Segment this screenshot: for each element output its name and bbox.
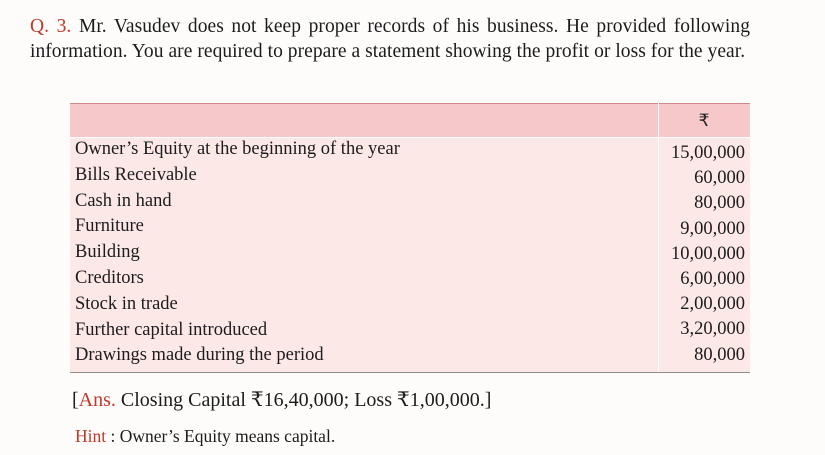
hint-label: Hint [75, 426, 107, 446]
table-row-label: Furniture [75, 216, 144, 237]
table-row-amount: 9,00,000 [680, 218, 745, 239]
table-row-amount: 6,00,000 [680, 268, 745, 289]
table-row-amount: 10,00,000 [671, 243, 745, 264]
table-row-amount: 60,000 [694, 168, 745, 189]
table-item-labels [75, 137, 645, 369]
question-text: Mr. Vasudev does not keep proper records of his business. He provided following information. You are required to prepare a statement showing the profit or loss for the year. [30, 16, 750, 62]
table-row-label: Further capital introduced [75, 319, 268, 340]
table-row-label: Building [75, 242, 140, 263]
hint-line [75, 426, 335, 447]
hint-text: : Owner’s Equity means capital. [110, 426, 336, 446]
table-row-label: Creditors [75, 267, 144, 288]
table-row-amount: 15,00,000 [671, 143, 745, 163]
question-paragraph [30, 14, 750, 64]
answer-text: Closing Capital ₹16,40,000; Loss ₹1,00,000.] [120, 389, 492, 411]
table-row-label: Owner’s Equity at the beginning of the year [75, 139, 400, 159]
table-row-amount: 80,000 [694, 193, 745, 214]
data-table [70, 103, 750, 373]
table-row-label: Stock in trade [75, 293, 178, 314]
table-row-label: Drawings made during the period [75, 345, 324, 366]
table-row-label: Bills Receivable [75, 164, 197, 185]
table-bottom-rule [70, 372, 750, 373]
table-row-amount: 80,000 [694, 344, 745, 365]
table-row-amount: 3,20,000 [680, 319, 745, 340]
table-row-amount: 2,00,000 [680, 294, 745, 315]
table-row-label: Cash in hand [75, 190, 172, 211]
answer-line [72, 387, 491, 412]
rupee-column-header: ₹ [698, 111, 710, 131]
answer-open-bracket: [ [72, 389, 79, 411]
table-item-amounts [659, 141, 745, 368]
table-header-band [70, 103, 750, 138]
answer-label: Ans. [78, 389, 116, 411]
question-number: Q. 3. [30, 16, 72, 37]
